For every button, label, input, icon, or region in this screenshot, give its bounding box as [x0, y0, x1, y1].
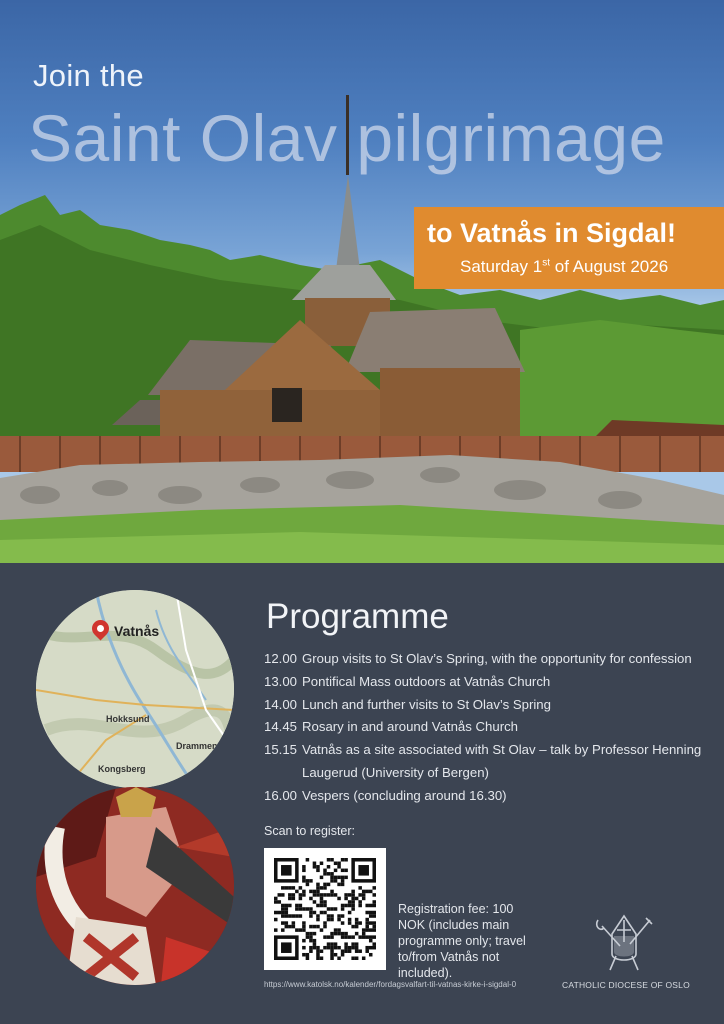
diocese-crest-logo	[590, 912, 658, 979]
programme-list	[264, 648, 704, 808]
programme-description: Vatnås as a site associated with St Olav – talk by Professor Henning Laugerud (University of Bergen)	[302, 742, 702, 780]
map-label-kongsberg: Kongsberg	[98, 764, 146, 774]
programme-time: 15.15	[264, 742, 298, 758]
map-illustration	[36, 590, 234, 788]
programme-description: Pontifical Mass outdoors at Vatnås Church	[302, 673, 551, 689]
painting-illustration	[36, 787, 234, 985]
registration-qr-code[interactable]	[264, 848, 386, 970]
programme-time: 14.00	[264, 696, 298, 712]
programme-time: 13.00	[264, 673, 298, 689]
programme-item	[264, 785, 704, 808]
location-map	[36, 590, 234, 788]
programme-item	[264, 671, 704, 694]
programme-time: 12.00	[264, 651, 298, 666]
destination-banner	[414, 207, 724, 289]
programme-description: Group visits to St Olav’s Spring, with the opportunity for confession	[302, 651, 692, 666]
registration-url[interactable]: https://www.katolsk.no/kalender/fordagsvalfart-til-vatnas-kirke-i-sigdal-0	[264, 980, 517, 989]
join-heading: Join the	[33, 58, 144, 93]
map-label-hokksund: Hokksund	[106, 714, 150, 724]
programme-description: Rosary in and around Vatnås Church	[302, 719, 519, 735]
qr-code-icon	[274, 858, 376, 960]
programme-time: 16.00	[264, 787, 298, 803]
event-title: Saint Olav pilgrimage	[28, 101, 666, 175]
mitre-crest-icon	[590, 912, 658, 974]
programme-item	[264, 716, 704, 739]
programme-time: 14.45	[264, 719, 298, 735]
programme-item	[264, 648, 704, 671]
saint-olav-painting	[36, 787, 234, 985]
programme-description: Vespers (concluding around 16.30)	[302, 787, 507, 803]
programme-title: Programme	[266, 597, 449, 636]
event-date: Saturday 1st of August 2026	[460, 257, 669, 276]
scan-instruction: Scan to register:	[264, 824, 356, 838]
programme-item	[264, 739, 704, 785]
registration-fee: Registration fee: 100 NOK (includes main programme only; travel to/from Vatnås not included).	[398, 902, 526, 980]
programme-item	[264, 694, 704, 717]
map-label-vatnas: Vatnås	[114, 623, 160, 639]
programme-description: Lunch and further visits to St Olav’s Spring	[302, 696, 551, 712]
destination-text: to Vatnås in Sigdal!	[427, 218, 677, 248]
diocese-name: CATHOLIC DIOCESE OF OSLO	[562, 980, 690, 990]
map-label-drammen: Drammen	[176, 741, 218, 751]
